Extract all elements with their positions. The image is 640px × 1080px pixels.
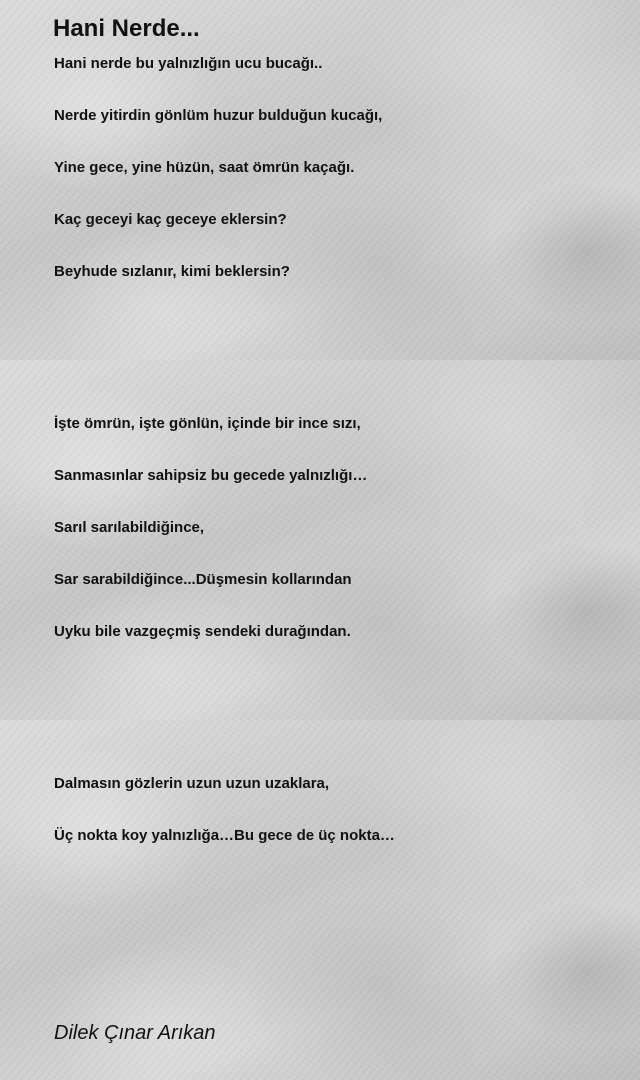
poem-line: Sanmasınlar sahipsiz bu gecede yalnızlığı… (54, 467, 368, 484)
poem-line: Hani nerde bu yalnızlığın ucu bucağı.. (54, 55, 323, 72)
poem-author: Dilek Çınar Arıkan (54, 1022, 216, 1044)
poem-title: Hani Nerde... (53, 15, 200, 42)
poem-line: Yine gece, yine hüzün, saat ömrün kaçağı. (54, 159, 355, 176)
poem-line: Dalmasın gözlerin uzun uzun uzaklara, (54, 775, 330, 792)
poem-line: Uyku bile vazgeçmiş sendeki durağından. (54, 623, 351, 640)
poem-line: Kaç geceyi kaç geceye eklersin? (54, 211, 287, 228)
poem-line: Üç nokta koy yalnızlığa…Bu gece de üç nokta… (54, 827, 395, 844)
poem-line: Nerde yitirdin gönlüm huzur bulduğun kucağı, (54, 107, 383, 124)
poem-line: Beyhude sızlanır, kimi beklersin? (54, 263, 290, 280)
poem-line: İşte ömrün, işte gönlün, içinde bir ince sızı, (54, 415, 361, 432)
poem-line: Sar sarabildiğince...Düşmesin kollarından (54, 571, 352, 588)
poem-line: Sarıl sarılabildiğince, (54, 519, 205, 536)
